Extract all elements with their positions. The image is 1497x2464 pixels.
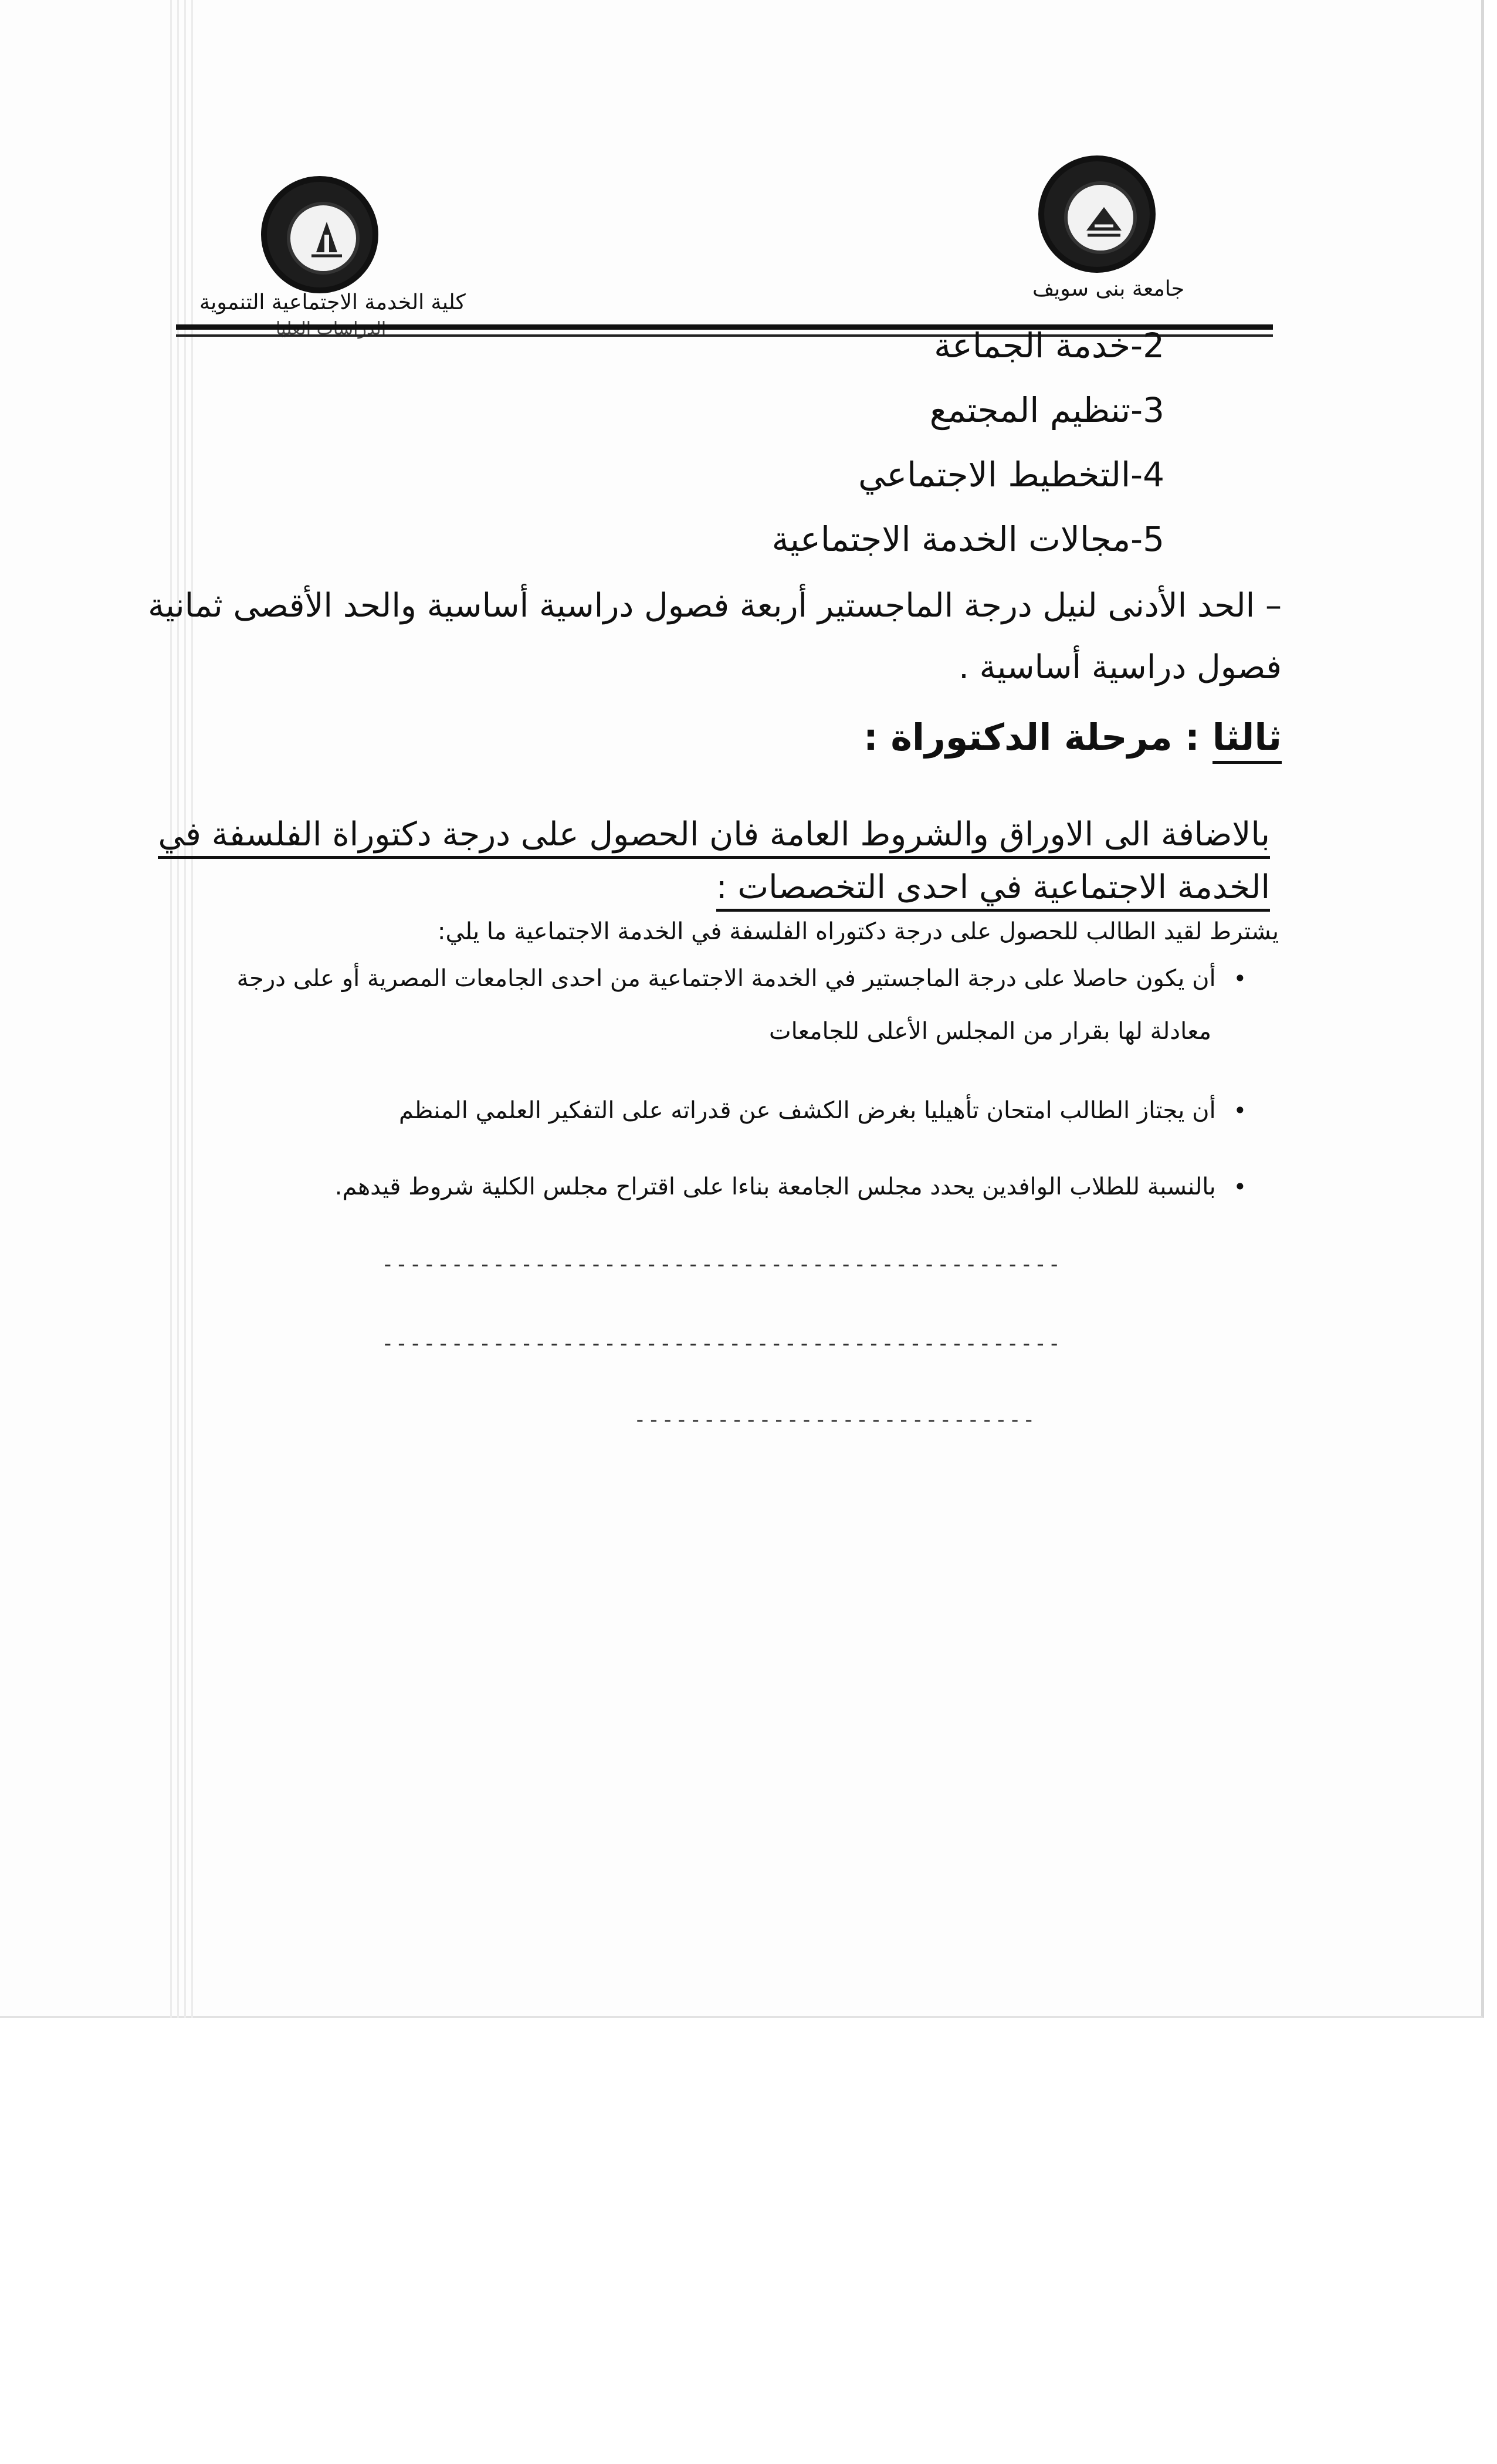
section-heading-phd — [863, 716, 1282, 759]
university-emblem-icon — [1081, 197, 1127, 243]
bullet-icon: • — [1233, 1098, 1247, 1123]
phd-intro-line-2: الخدمة الاجتماعية في احدى التخصصات : — [716, 868, 1270, 912]
requirement-item-masters-degree-cont: معادلة لها بقرار من المجلس الأعلى للجامعات — [768, 1018, 1211, 1045]
list-item-group-work: 2-خدمة الجماعة — [934, 326, 1164, 365]
section-heading-colon: : — [863, 716, 891, 759]
dashed-separator: ------------------------------------------------- — [381, 1253, 1062, 1277]
requirement-item-international-students — [335, 1173, 1247, 1200]
masters-duration-line-1: – الحد الأدنى لنيل درجة الماجستير أربعة فصول دراسية أساسية والحد الأقصى ثمانية — [148, 587, 1282, 625]
phd-intro-line-1: بالاضافة الى الاوراق والشروط العامة فان الحصول على درجة دكتوراة الفلسفة في — [158, 815, 1270, 859]
dashed-separator: ----------------------------- — [634, 1408, 1037, 1432]
section-heading-number: ثالثا — [1212, 716, 1282, 764]
masters-duration-line-2: فصول دراسية أساسية . — [959, 648, 1282, 686]
requirement-text: أن يجتاز الطالب امتحان تأهيليا بغرض الكشف عن قدراته على التفكير العلمي المنظم — [398, 1097, 1216, 1124]
seal-inner-ring — [287, 202, 360, 275]
seal-inner-ring — [1064, 181, 1137, 254]
stacked-page-edges — [170, 0, 194, 2018]
requirement-text: أن يكون حاصلا على درجة الماجستير في الخدمة الاجتماعية من احدى الجامعات المصرية أو على درجة — [236, 965, 1216, 992]
faculty-name: كلية الخدمة الاجتماعية التنموية — [199, 290, 466, 314]
university-name: جامعة بنى سويف — [1032, 277, 1184, 301]
section-heading-separator: : — [1172, 716, 1212, 759]
requirement-item-masters-degree — [237, 965, 1247, 992]
requirement-item-qualifying-exam — [399, 1097, 1247, 1124]
list-item-community-organization: 3-تنظيم المجتمع — [929, 390, 1164, 430]
bullet-icon: • — [1233, 966, 1247, 991]
list-item-social-work-fields: 5-مجالات الخدمة الاجتماعية — [771, 519, 1164, 559]
university-seal-icon — [1038, 155, 1156, 273]
requirement-text: بالنسبة للطلاب الوافدين يحدد مجلس الجامعة بناءا على اقتراح مجلس الكلية شروط قيدهم. — [334, 1173, 1216, 1200]
dashed-separator: ------------------------------------------------- — [381, 1332, 1062, 1356]
list-item-social-planning: 4-التخطيط الاجتماعي — [858, 455, 1164, 495]
faculty-seal-icon — [261, 176, 378, 293]
faculty-emblem-icon — [303, 217, 350, 264]
bullet-icon: • — [1233, 1174, 1247, 1200]
section-heading-title: مرحلة الدكتوراة — [890, 716, 1173, 759]
requirements-intro: يشترط لقيد الطالب للحصول على درجة دكتوراه الفلسفة في الخدمة الاجتماعية ما يلي: — [438, 918, 1279, 945]
